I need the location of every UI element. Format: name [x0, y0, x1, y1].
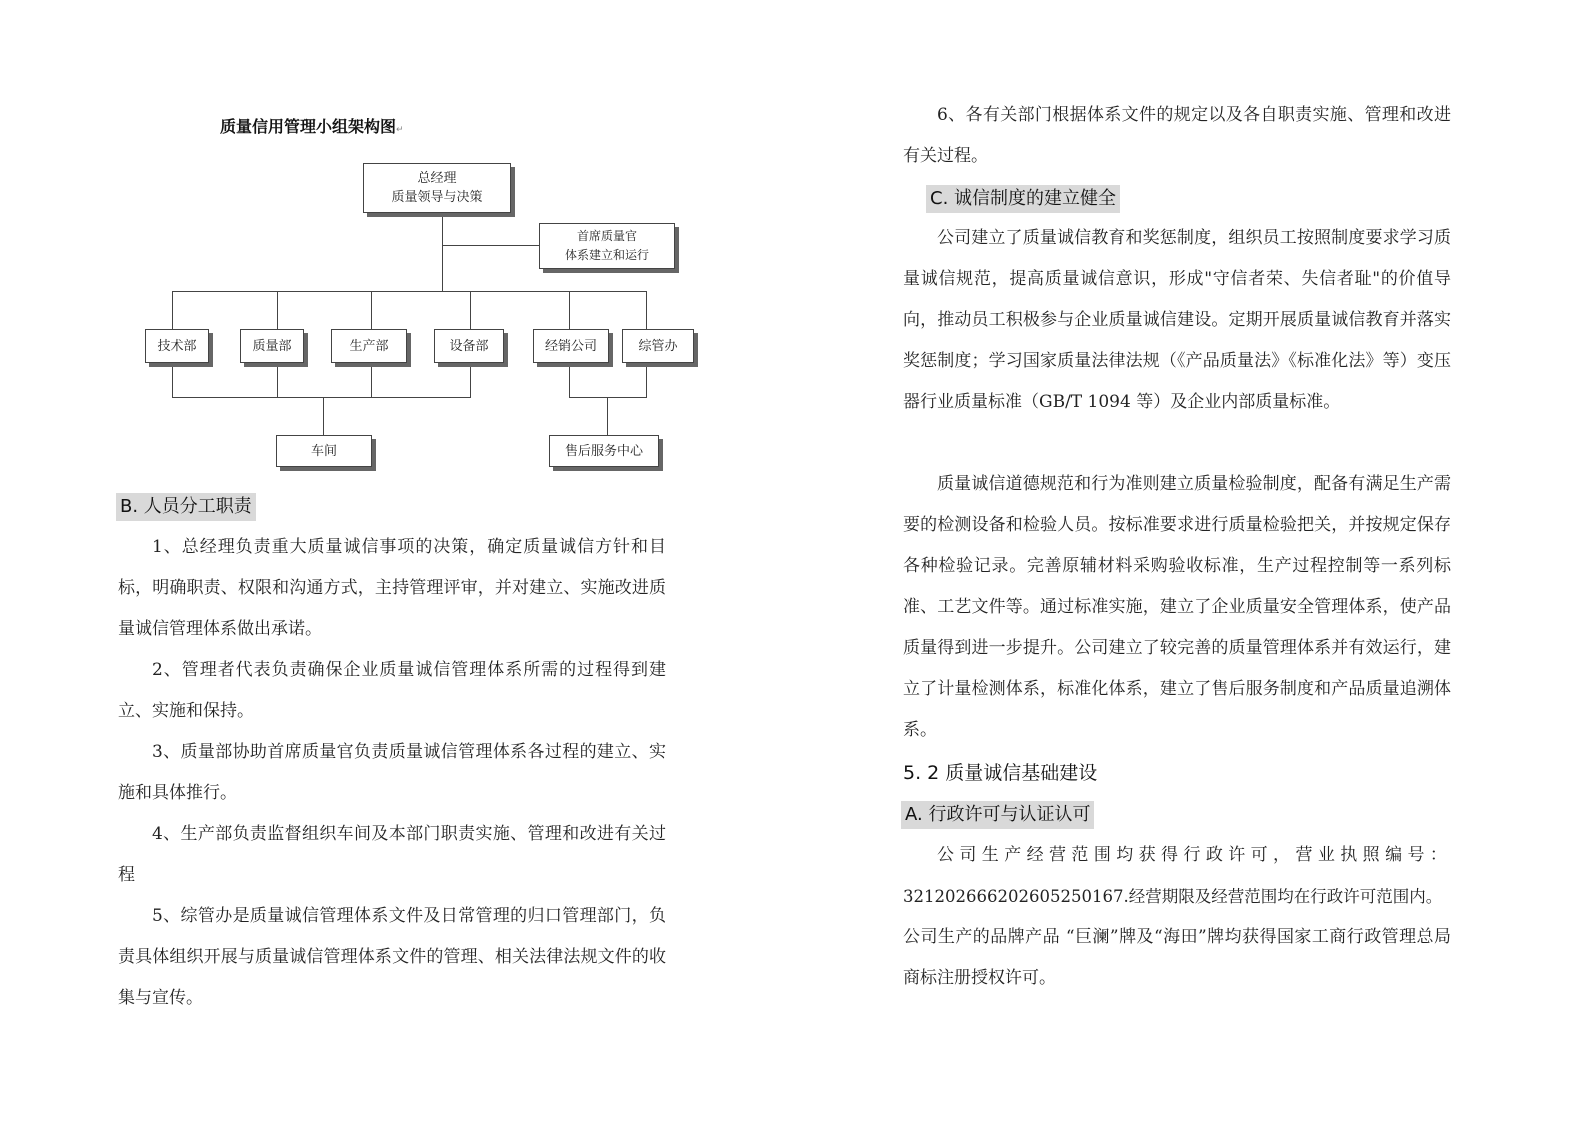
- paragraph-c1: 公司建立了质量诚信教育和奖惩制度，组织员工按照制度要求学习质量诚信规范，提高质量诚信意识，形成"守信者荣、失信者耻"的价值导向，推动员工积极参与企业质量诚信建设。定期开展质量诚信教育并落实奖惩制度；学习国家质量法律法规（《产品质量法》《标准化法》等）变压器行业质量标准（GB/T 1094 等）及企业内部质量标准。: [903, 228, 1451, 412]
- paragraph-mark-icon: ↵: [396, 125, 404, 135]
- heading-5-2: 5. 2 质量诚信基础建设: [903, 762, 1098, 784]
- paragraph-a1: 公 司 生 产 经 营 范 围 均 获 得 行 政 许 可 ， 营 业 执 照 编 号 ：: [937, 845, 1447, 865]
- chart-title: [220, 114, 540, 137]
- connector: [569, 291, 570, 329]
- connector: [470, 363, 471, 397]
- org-box-line: 质量领导与决策: [391, 190, 483, 205]
- paragraph-item-3: 3、质量部协助首席质量官负责质量诚信管理体系各过程的建立、实施和具体推行。: [118, 742, 666, 803]
- connector: [172, 291, 173, 329]
- heading-b: B. 人员分工职责: [116, 493, 256, 521]
- paragraph-item-5: 5、综管办是质量诚信管理体系文件及日常管理的归口管理部门，负责具体组织开展与质量诚信管理体系文件的管理、相关法律法规文件的收集与宣传。: [118, 906, 666, 1008]
- org-box-department: 技术部: [145, 329, 209, 363]
- paragraph-item-2: 2、管理者代表负责确保企业质量诚信管理体系所需的过程得到建立、实施和保持。: [118, 660, 666, 721]
- paragraph-item-4: 4、生产部负责监督组织车间及本部门职责实施、管理和改进有关过程: [118, 824, 666, 885]
- connector: [569, 363, 570, 397]
- org-box-line: 总经理: [417, 171, 457, 186]
- paragraph-a2: 321202666202605250167.经营期限及经营范围均在行政许可范围内。: [903, 887, 1443, 906]
- connector: [371, 363, 372, 397]
- connector: [172, 363, 173, 397]
- connector: [470, 291, 471, 329]
- org-box-line: 首席质量官: [576, 229, 637, 243]
- org-box-department: 设备部: [434, 329, 504, 363]
- org-box-service-center: 售后服务中心: [549, 435, 659, 467]
- org-box-department: 生产部: [331, 329, 407, 363]
- connector: [172, 291, 646, 292]
- connector: [607, 397, 608, 435]
- heading-c: C. 诚信制度的建立健全: [926, 185, 1120, 213]
- connector: [371, 291, 372, 329]
- connector: [277, 291, 278, 329]
- connector: [442, 213, 443, 291]
- heading-a: A. 行政许可与认证认可: [901, 801, 1094, 829]
- org-box-workshop: 车间: [276, 435, 372, 467]
- org-box-general-manager: [363, 163, 511, 213]
- connector: [442, 245, 539, 246]
- org-box-line: 体系建立和运行: [564, 248, 649, 262]
- connector: [172, 397, 471, 398]
- connector: [646, 363, 647, 397]
- paragraph-item-1: 1、总经理负责重大质量诚信事项的决策，确定质量诚信方针和目标，明确职责、权限和沟通方式，主持管理评审，并对建立、实施改进质量诚信管理体系做出承诺。: [118, 537, 666, 639]
- org-box-department: 质量部: [240, 329, 304, 363]
- org-box-department: 经销公司: [533, 329, 609, 363]
- org-box-department: 综管办: [622, 329, 694, 363]
- connector: [323, 397, 324, 435]
- org-box-chief-quality-officer: [539, 223, 675, 269]
- paragraph-c2: 质量诚信道德规范和行为准则建立质量检验制度，配备有满足生产需要的检测设备和检验人员。按标准要求进行质量检验把关，并按规定保存各种检验记录。完善原辅材料采购验收标准，生产过程控制等一系列标准、工艺文件等。通过标准实施，建立了企业质量安全管理体系，使产品质量得到进一步提升。公司建立了较完善的质量管理体系并有效运行，建立了计量检测体系，标准化体系，建立了售后服务制度和产品质量追溯体系。: [903, 474, 1451, 740]
- connector: [569, 397, 647, 398]
- paragraph-item-6: 6、各有关部门根据体系文件的规定以及各自职责实施、管理和改进有关过程。: [903, 105, 1451, 166]
- connector: [646, 291, 647, 329]
- paragraph-a3: 公司生产的品牌产品 “巨澜”牌及“海田”牌均获得国家工商行政管理总局商标注册授权许可。: [903, 927, 1451, 988]
- connector: [277, 363, 278, 397]
- chart-title-text: 质量信用管理小组架构图: [220, 117, 397, 136]
